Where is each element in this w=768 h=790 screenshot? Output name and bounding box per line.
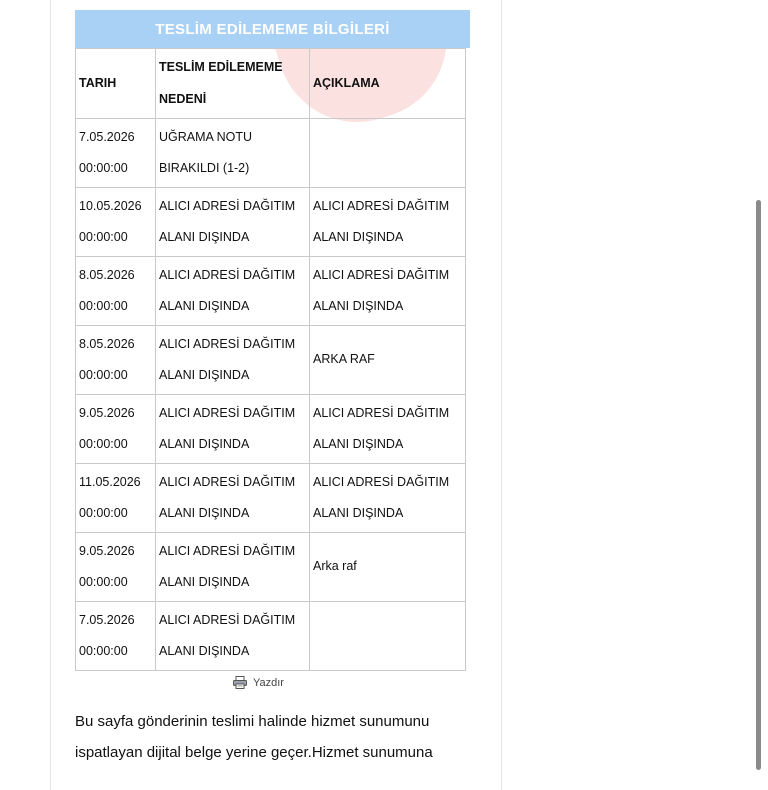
column-header-description: AÇIKLAMA [310, 49, 466, 119]
date-cell [76, 464, 156, 533]
date-cell [76, 188, 156, 257]
description-cell [310, 326, 466, 395]
date-cell-line: 00:00:00 [79, 161, 128, 175]
reason-cell [156, 119, 310, 188]
date-cell [76, 257, 156, 326]
description-cell-line: ALICI ADRESİ DAĞITIM [313, 198, 450, 213]
reason-cell [156, 395, 310, 464]
print-link[interactable] [233, 676, 284, 689]
reason-cell-line: UĞRAMA NOTU [159, 129, 253, 144]
table-header-row [76, 49, 466, 119]
reason-cell-line: ALANI DIŞINDA [159, 644, 250, 658]
footer-line: Bu sayfa gönderinin teslimi halinde hizmet sunumunu [75, 713, 430, 730]
date-cell-line: 7.05.2026 [79, 612, 135, 627]
table-row [76, 326, 466, 395]
date-cell-line: 00:00:00 [79, 299, 128, 313]
section-header: TESLİM EDİLEMEME BİLGİLERİ [75, 10, 470, 48]
reason-cell-line: ALICI ADRESİ DAĞITIM [159, 474, 296, 489]
reason-cell-line: ALANI DIŞINDA [159, 230, 250, 244]
date-cell-line: 00:00:00 [79, 644, 128, 658]
reason-cell-line: ALICI ADRESİ DAĞITIM [159, 267, 296, 282]
non-delivery-table [75, 48, 466, 671]
description-cell [310, 602, 466, 671]
table-row [76, 395, 466, 464]
reason-cell-line: ALANI DIŞINDA [159, 368, 250, 382]
description-cell-line: Arka raf [313, 559, 357, 574]
scrollbar[interactable] [756, 200, 761, 770]
print-label: Yazdır [253, 676, 284, 689]
date-cell [76, 602, 156, 671]
reason-cell-line: ALANI DIŞINDA [159, 506, 250, 520]
description-cell-line: ALICI ADRESİ DAĞITIM [313, 474, 450, 489]
footer-text [75, 706, 465, 768]
reason-cell-line: ALICI ADRESİ DAĞITIM [159, 198, 296, 213]
reason-cell-line: ALICI ADRESİ DAĞITIM [159, 612, 296, 627]
date-cell-line: 7.05.2026 [79, 129, 135, 144]
table-row [76, 602, 466, 671]
description-cell-line: ALICI ADRESİ DAĞITIM [313, 267, 450, 282]
table-row [76, 119, 466, 188]
description-cell [310, 119, 466, 188]
reason-cell-line: ALICI ADRESİ DAĞITIM [159, 405, 296, 420]
reason-cell-line: BIRAKILDI (1-2) [159, 161, 250, 175]
reason-cell-line: ALANI DIŞINDA [159, 299, 250, 313]
date-cell-line: 10.05.2026 [79, 198, 142, 213]
description-cell [310, 464, 466, 533]
description-cell-line: ALICI ADRESİ DAĞITIM [313, 405, 450, 420]
date-cell-line: 00:00:00 [79, 437, 128, 451]
description-cell-line: ALANI DIŞINDA [313, 230, 404, 244]
date-cell-line: 00:00:00 [79, 506, 128, 520]
date-cell [76, 395, 156, 464]
table-row [76, 188, 466, 257]
date-cell-line: 00:00:00 [79, 575, 128, 589]
reason-cell-line: ALANI DIŞINDA [159, 437, 250, 451]
date-cell-line: 8.05.2026 [79, 336, 135, 351]
date-cell-line: 9.05.2026 [79, 405, 135, 420]
printer-icon [233, 676, 247, 689]
description-cell [310, 533, 466, 602]
date-cell-line: 00:00:00 [79, 368, 128, 382]
description-cell-line: ALANI DIŞINDA [313, 437, 404, 451]
date-cell-line: 11.05.2026 [79, 474, 141, 489]
description-cell-line: ARKA RAF [313, 352, 375, 367]
table-row [76, 257, 466, 326]
reason-cell [156, 326, 310, 395]
reason-cell [156, 257, 310, 326]
description-cell-line: ALANI DIŞINDA [313, 506, 404, 520]
table-row [76, 464, 466, 533]
description-cell [310, 395, 466, 464]
description-cell [310, 257, 466, 326]
table-row [76, 533, 466, 602]
date-cell-line: 8.05.2026 [79, 267, 135, 282]
date-cell-line: 00:00:00 [79, 230, 128, 244]
reason-cell-line: ALANI DIŞINDA [159, 575, 250, 589]
footer-line: ispatlayan dijital belge yerine geçer.Hizmet sunumuna [75, 744, 433, 761]
reason-cell [156, 533, 310, 602]
date-cell-line: 9.05.2026 [79, 543, 135, 558]
reason-cell [156, 464, 310, 533]
column-header-reason: TESLİM EDİLEMEME NEDENİ [156, 49, 310, 119]
date-cell [76, 119, 156, 188]
reason-cell-line: ALICI ADRESİ DAĞITIM [159, 543, 296, 558]
column-header-date: TARIH [76, 49, 156, 119]
description-cell [310, 188, 466, 257]
reason-cell-line: ALICI ADRESİ DAĞITIM [159, 336, 296, 351]
date-cell [76, 533, 156, 602]
date-cell [76, 326, 156, 395]
reason-cell [156, 188, 310, 257]
reason-cell [156, 602, 310, 671]
description-cell-line: ALANI DIŞINDA [313, 299, 404, 313]
